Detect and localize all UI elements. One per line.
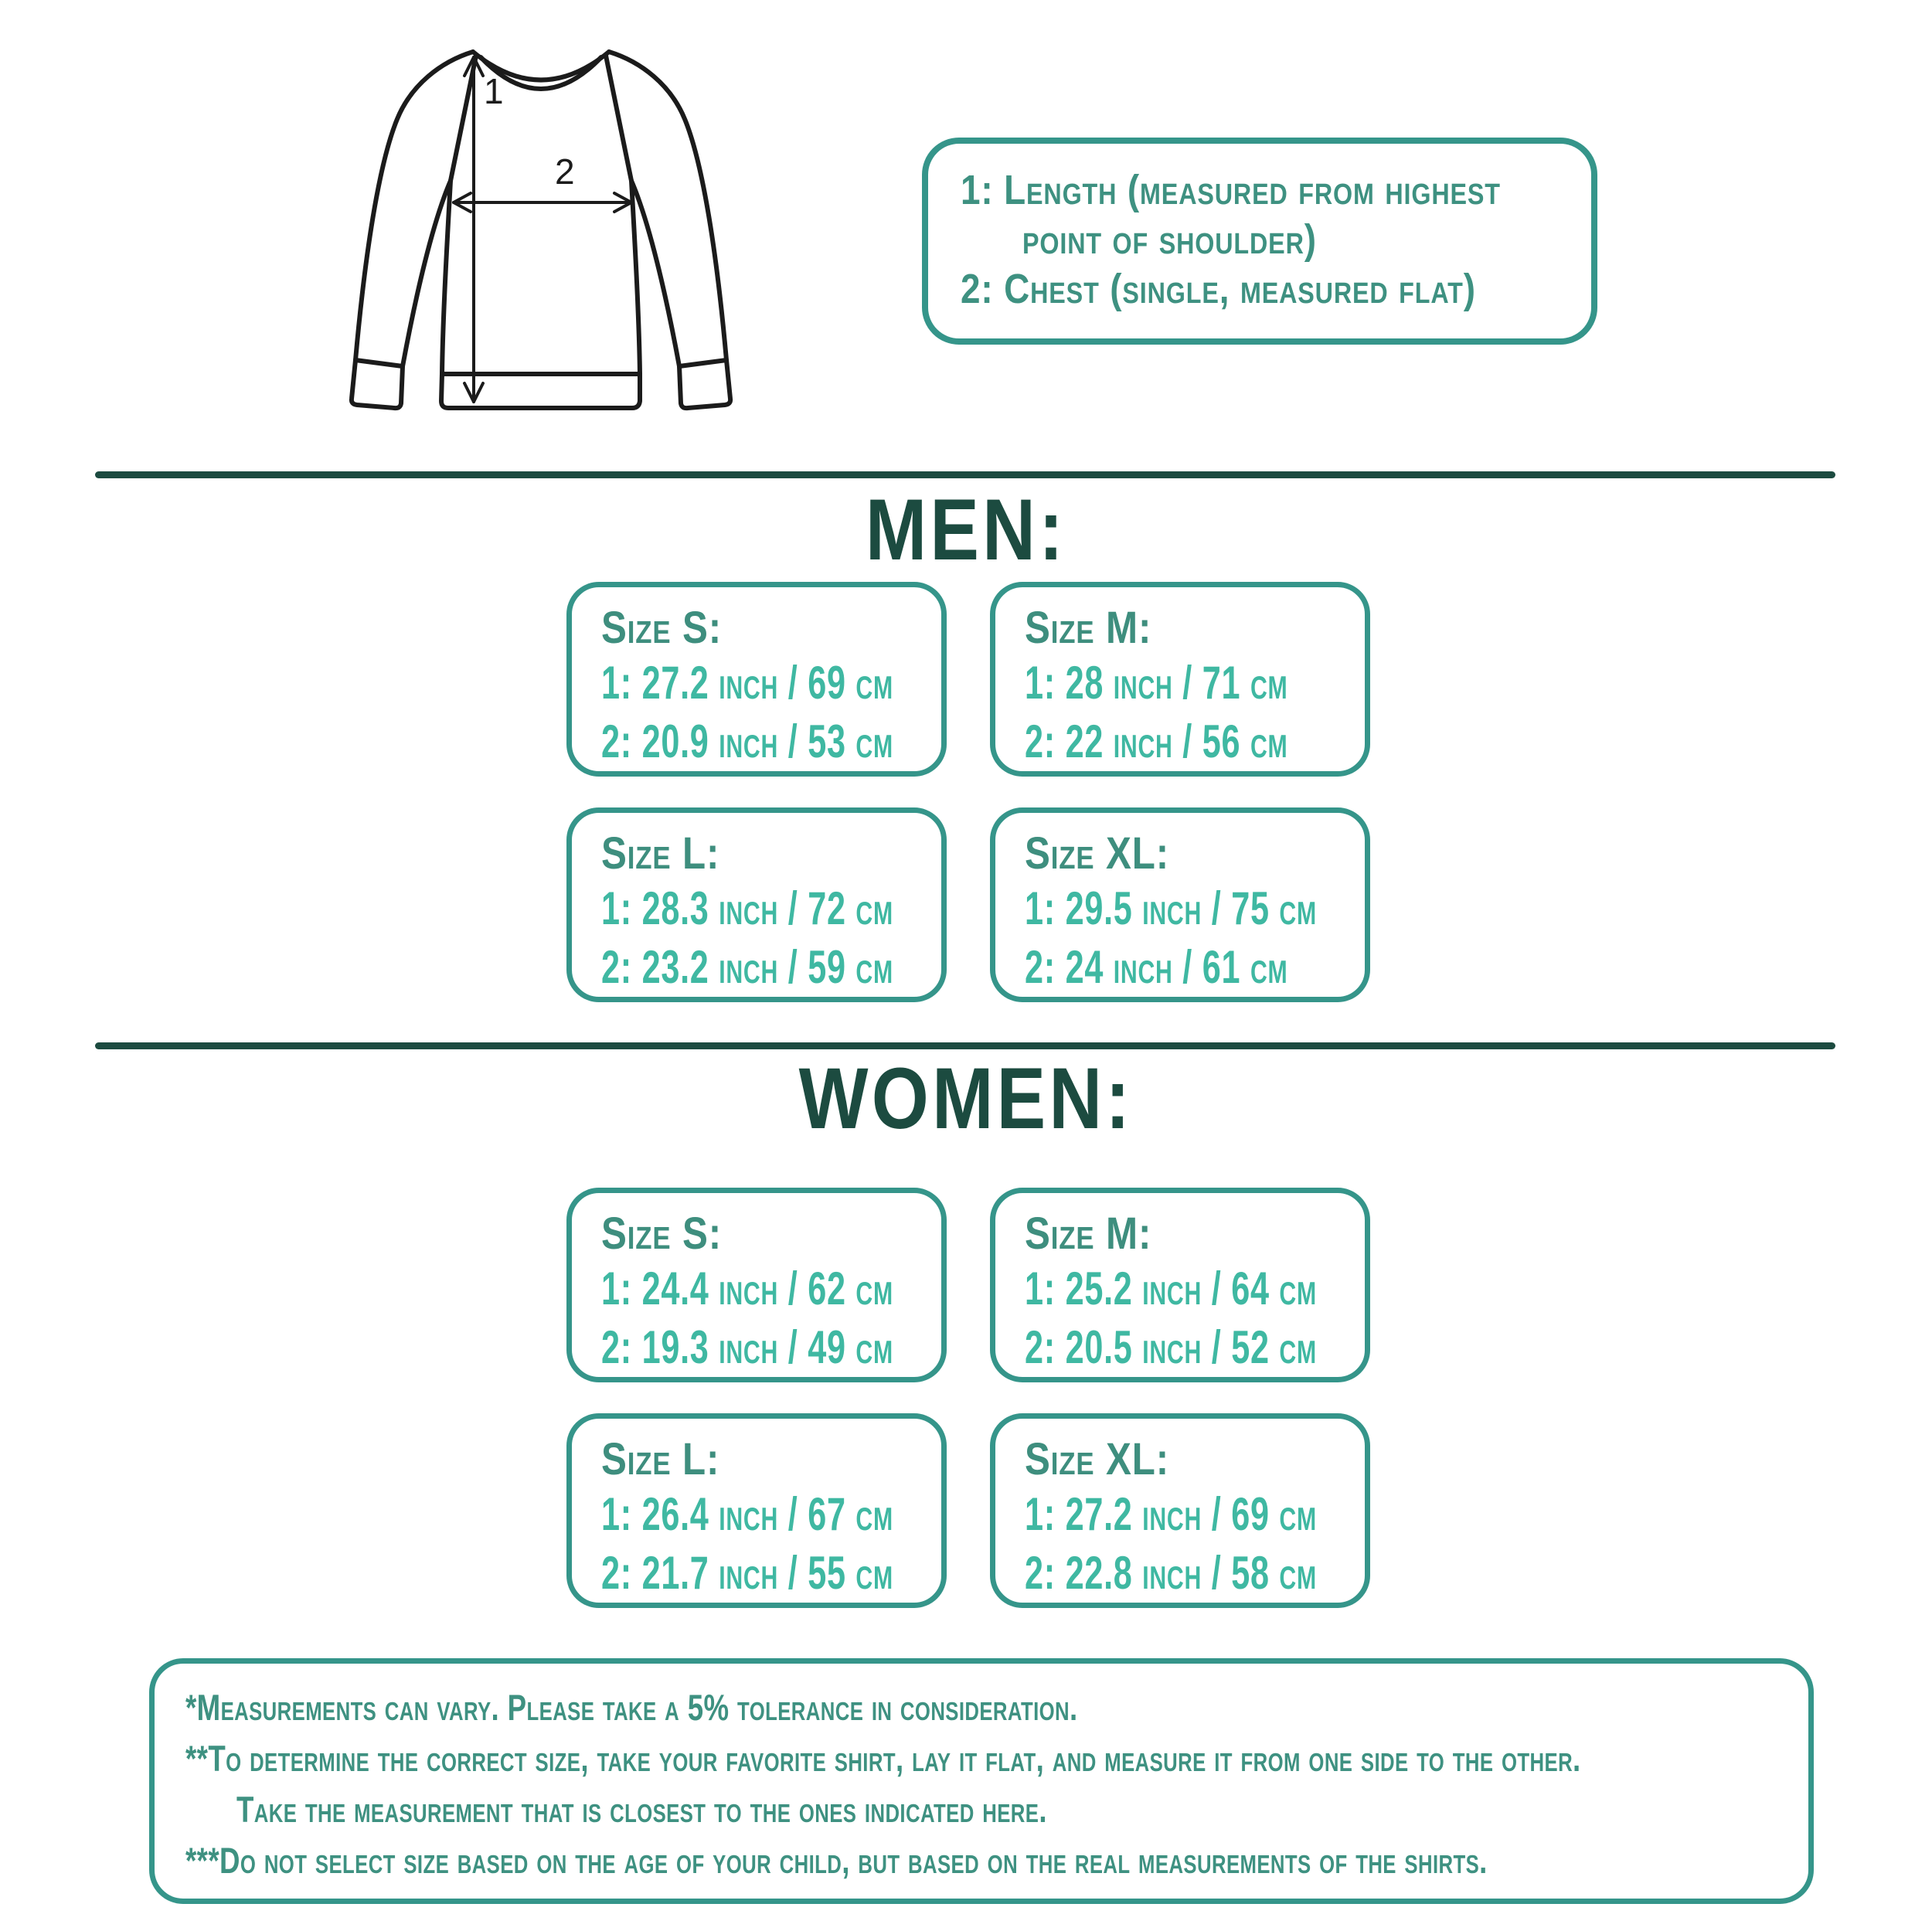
shirt-outline (352, 52, 730, 408)
men-section-title: MEN: (865, 481, 1067, 578)
length-measurement: 1: 28 inch / 71 cm (1025, 657, 1288, 709)
size-card-women-s (566, 1188, 947, 1382)
length-measurement: 1: 28.3 inch / 72 cm (601, 882, 893, 934)
length-measurement: 1: 27.2 inch / 69 cm (1025, 1488, 1317, 1540)
length-measurement: 1: 25.2 inch / 64 cm (1025, 1263, 1317, 1314)
chest-measurement: 2: 20.5 inch / 52 cm (1025, 1321, 1317, 1373)
chest-measurement: 2: 19.3 inch / 49 cm (601, 1321, 893, 1373)
size-label: Size XL: (1025, 828, 1170, 879)
footnote-line: Take the measurement that is closest to the ones indicated here. (236, 1789, 1047, 1830)
size-label: Size S: (601, 1209, 723, 1259)
women-section-title: WOMEN: (798, 1050, 1134, 1147)
section-divider (95, 1042, 1835, 1049)
size-label: Size XL: (1025, 1434, 1170, 1484)
length-measurement: 1: 29.5 inch / 75 cm (1025, 882, 1317, 934)
footnotes (149, 1658, 1814, 1904)
chest-marker-label: 2 (555, 151, 575, 192)
size-label: Size L: (601, 828, 720, 879)
length-marker-label: 1 (484, 71, 504, 111)
chest-arrow (454, 193, 631, 212)
size-card-men-m (990, 582, 1370, 777)
women-size-grid (566, 1188, 1370, 1608)
chest-measurement: 2: 20.9 inch / 53 cm (601, 716, 893, 767)
size-label: Size M: (1025, 1209, 1152, 1259)
size-card-women-xl (990, 1413, 1370, 1608)
size-card-men-l (566, 807, 947, 1002)
size-label: Size M: (1025, 603, 1152, 653)
chest-measurement: 2: 21.7 inch / 55 cm (601, 1547, 893, 1599)
legend-line: point of shoulder) (1022, 216, 1317, 263)
measurement-legend (922, 138, 1597, 345)
size-card-men-s (566, 582, 947, 777)
chest-measurement: 2: 24 inch / 61 cm (1025, 941, 1288, 993)
section-divider (95, 471, 1835, 478)
chest-measurement: 2: 22 inch / 56 cm (1025, 716, 1288, 767)
length-measurement: 1: 24.4 inch / 62 cm (601, 1263, 893, 1314)
chest-measurement: 2: 23.2 inch / 59 cm (601, 941, 893, 993)
shirt-measurement-diagram (325, 17, 757, 430)
size-card-women-m (990, 1188, 1370, 1382)
size-card-women-l (566, 1413, 947, 1608)
length-measurement: 1: 26.4 inch / 67 cm (601, 1488, 893, 1540)
legend-line: 2: Chest (single, measured flat) (961, 266, 1476, 312)
footnote-line: *Measurements can vary. Please take a 5% tolerance in consideration. (185, 1687, 1078, 1728)
men-size-grid (566, 582, 1370, 1002)
length-measurement: 1: 27.2 inch / 69 cm (601, 657, 893, 709)
size-label: Size S: (601, 603, 723, 653)
legend-line: 1: Length (measured from highest (961, 167, 1501, 213)
footnote-line: ***Do not select size based on the age of your child, but based on the real measurements of the shirts. (185, 1840, 1488, 1881)
chest-measurement: 2: 22.8 inch / 58 cm (1025, 1547, 1317, 1599)
size-card-men-xl (990, 807, 1370, 1002)
footnote-line: **To determine the correct size, take your favorite shirt, lay it flat, and measure it from one side to the other. (185, 1738, 1581, 1779)
size-label: Size L: (601, 1434, 720, 1484)
